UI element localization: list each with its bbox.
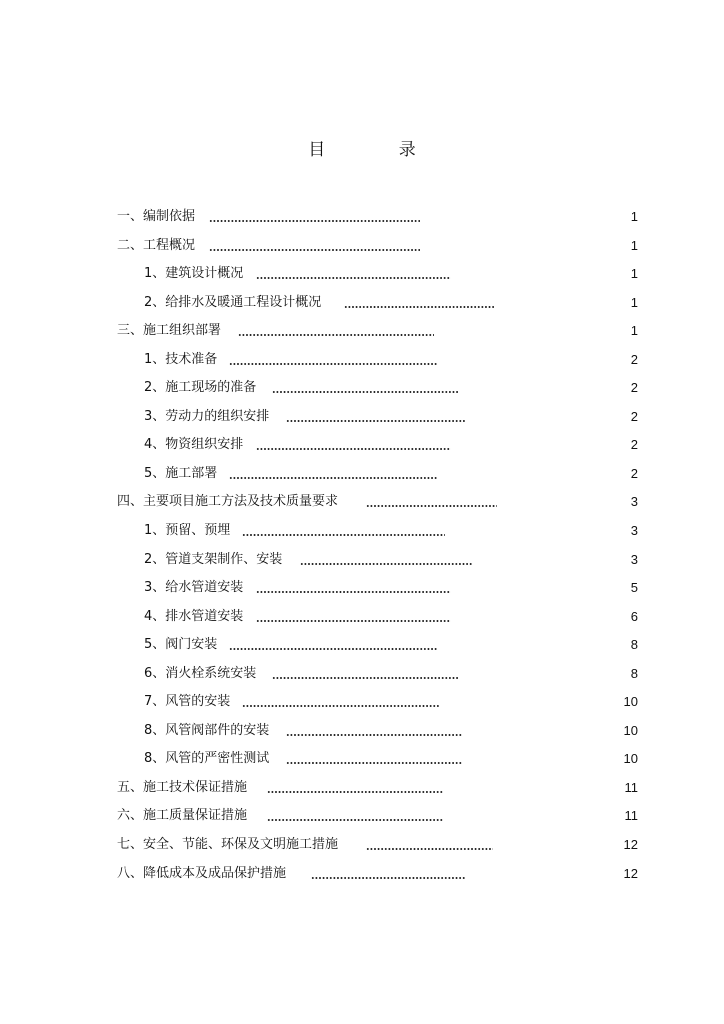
toc-entry-page-number: 10 [623,722,638,738]
toc-entry[interactable] [0,374,724,403]
toc-entry[interactable] [0,688,724,717]
toc-entry-label: 2、施工现场的准备 [144,380,257,396]
toc-dot-leader [311,873,465,883]
toc-entry-page-number: 5 [630,580,638,596]
toc-dot-leader [267,787,443,797]
toc-entry-page-number: 2 [630,408,638,424]
toc-dot-leader [256,273,451,283]
toc-entry-label: 1、预留、预埋 [144,523,231,539]
toc-entry-page-number: 3 [630,551,638,567]
toc-entry-page-number: 1 [630,237,638,253]
toc-entry-label: 4、物资组织安排 [144,437,244,453]
toc-entry[interactable] [0,660,724,689]
toc-entry[interactable] [0,574,724,603]
toc-entry[interactable] [0,488,724,517]
toc-entry-label: 1、建筑设计概况 [144,266,244,282]
toc-dot-leader [229,473,437,483]
toc-dot-leader [300,559,472,569]
toc-entry-label: 八、降低成本及成品保护措施 [117,865,287,881]
toc-dot-leader [267,815,443,825]
toc-entry-page-number: 10 [623,751,638,767]
toc-entry-label: 2、给排水及暖通工程设计概况 [144,294,322,310]
toc-dot-leader [256,444,451,454]
toc-entry-page-number: 2 [630,465,638,481]
toc-entry-label: 4、排水管道安装 [144,608,244,624]
toc-entry-page-number: 3 [630,523,638,539]
toc-entry-label: 一、编制依据 [117,209,196,224]
toc-entry-label: 3、劳动力的组织安排 [144,408,270,424]
toc-dot-leader [209,216,420,226]
toc-entry-label: 1、技术准备 [144,351,218,367]
toc-dot-leader [256,587,451,597]
toc-entry-page-number: 11 [624,779,638,795]
toc-entry-label: 5、施工部署 [144,465,218,481]
toc-entry[interactable] [0,745,724,774]
toc-entry[interactable] [0,774,724,803]
toc-entry[interactable] [0,203,724,232]
toc-entry[interactable] [0,431,724,460]
toc-dot-leader [286,416,465,426]
toc-entry-label: 四、主要项目施工方法及技术质量要求 [117,494,339,510]
toc-entry[interactable] [0,603,724,632]
toc-dot-leader [242,701,440,711]
toc-entry[interactable] [0,346,724,375]
toc-entry-label: 七、安全、节能、环保及文明施工措施 [117,837,339,853]
toc-entry-label: 六、施工质量保证措施 [117,808,248,824]
toc-entry[interactable] [0,260,724,289]
toc-dot-leader [256,616,451,626]
toc-entry[interactable] [0,317,724,346]
toc-entry[interactable] [0,403,724,432]
toc-entry-page-number: 11 [624,808,638,824]
toc-entry[interactable] [0,232,724,261]
toc-entry-page-number: 8 [630,637,638,653]
toc-entry-page-number: 12 [623,865,638,881]
page-title: 目 录 [308,140,450,160]
toc-dot-leader [286,730,462,740]
toc-entry[interactable] [0,860,724,889]
toc-entry-page-number: 6 [630,608,638,624]
toc-entry[interactable] [0,802,724,831]
toc-entry-page-number: 12 [623,837,638,853]
toc-entry-label: 5、阀门安装 [144,637,218,653]
toc-dot-leader [366,844,493,854]
toc-entry[interactable] [0,631,724,660]
toc-entry-page-number: 2 [630,380,638,396]
toc-entry[interactable] [0,517,724,546]
table-of-contents [0,203,724,888]
toc-dot-leader [242,530,445,540]
toc-dot-leader [238,330,434,340]
toc-entry[interactable] [0,831,724,860]
toc-entry-page-number: 3 [630,494,638,510]
toc-entry-page-number: 2 [630,437,638,453]
toc-entry-label: 7、风管的安装 [144,694,231,710]
toc-entry[interactable] [0,460,724,489]
toc-entry-page-number: 1 [630,323,638,339]
toc-dot-leader [229,359,437,369]
toc-entry-label: 二、工程概况 [117,237,196,253]
toc-dot-leader [229,644,437,654]
toc-entry[interactable] [0,717,724,746]
toc-dot-leader [344,302,494,312]
toc-entry-page-number: 2 [630,351,638,367]
toc-entry-page-number: 8 [630,665,638,681]
toc-entry-page-number: 1 [630,294,638,310]
toc-entry-page-number: 1 [630,209,638,224]
toc-dot-leader [272,387,459,397]
toc-entry-label: 五、施工技术保证措施 [117,779,248,795]
toc-entry-label: 6、消火栓系统安装 [144,665,257,681]
toc-entry[interactable] [0,546,724,575]
toc-dot-leader [366,501,497,511]
toc-dot-leader [272,673,459,683]
toc-entry-page-number: 1 [630,266,638,282]
toc-entry-label: 2、管道支架制作、安装 [144,551,283,567]
toc-entry-label: 三、施工组织部署 [117,323,222,339]
toc-dot-leader [286,758,462,768]
toc-dot-leader [209,245,420,255]
toc-entry-label: 8、风管阀部件的安装 [144,722,270,738]
toc-entry-page-number: 10 [623,694,638,710]
toc-entry-label: 3、给水管道安装 [144,580,244,596]
toc-entry[interactable] [0,289,724,318]
toc-entry-label: 8、风管的严密性测试 [144,751,270,767]
